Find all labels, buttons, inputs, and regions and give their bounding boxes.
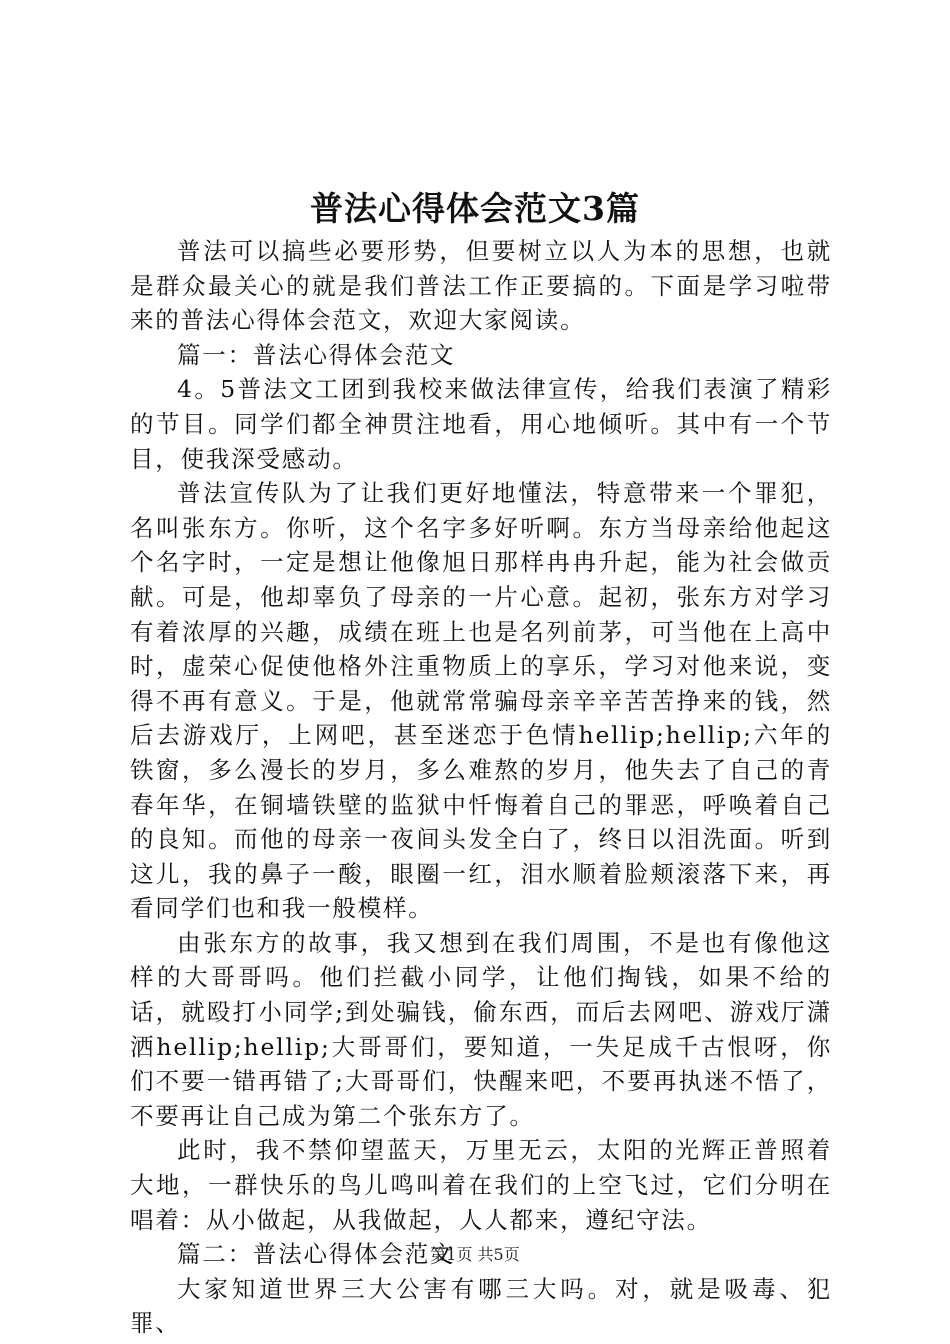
document-title: 普法心得体会范文3篇: [310, 189, 640, 228]
section-heading-1: 篇一：普法心得体会范文: [177, 340, 456, 369]
page-footer: 第1页 共5页: [430, 1245, 520, 1264]
body-paragraph: 普法宣传队为了让我们更好地懂法，特意带来一个罪犯，名叫张东方。你听，这个名字多好听啊。东方当母亲给他起这个名字时，一定是想让他像旭日那样冉冉升起，能为社会做贡献。可是，他却辜负了母亲的一片心意。起初，张东方对学习有着浓厚的兴趣，成绩在班上也是名列前茅，可当他在上高中时，虚荣心促使他格外注重物质上的享乐，学习对他来说，变得不再有意义。于是，他就常常骗母亲辛辛苦苦挣来的钱，然后去游戏厅，上网吧，甚至迷恋于色情hellip;hellip;六年的铁窗，多么漫长的岁月，多么难熬的岁月，他失去了自己的青春年华，在铜墙铁壁的监狱中忏悔着自己的罪恶，呼唤着自己的良知。而他的母亲一夜间头发全白了，终日以泪洗面。听到这儿，我的鼻子一酸，眼圈一红，泪水顺着脸颊滚落下来，再看同学们也和我一般模样。: [130, 479, 832, 923]
section-heading-2: 篇二：普法心得体会范文: [177, 1240, 456, 1269]
body-paragraph: 4。5普法文工团到我校来做法律宣传，给我们表演了精彩的节目。同学们都全神贯注地看，用心地倾听。其中有一个节目，使我深受感动。: [130, 375, 832, 473]
body-paragraph: 由张东方的故事，我又想到在我们周围，不是也有像他这样的大哥哥吗。他们拦截小同学，让他们掏钱，如果不给的话，就殴打小同学;到处骗钱，偷东西，而后去网吧、游戏厅潇洒hellip;hellip;大哥哥们，要知道，一失足成千古恨呀，你们不要一错再错了;大哥哥们，快醒来吧，不要再执迷不悟了，不要再让自己成为第二个张东方了。: [130, 928, 832, 1130]
document-body: [130, 234, 832, 1341]
body-paragraph: 此时，我不禁仰望蓝天，万里无云，太阳的光辉正普照着大地，一群快乐的鸟儿鸣叫着在我们的上空飞过，它们分明在唱着：从小做起，从我做起，人人都来，遵纪守法。: [130, 1136, 832, 1234]
body-paragraph: 大家知道世界三大公害有哪三大吗。对，就是吸毒、犯罪、: [130, 1274, 832, 1338]
intro-paragraph: 普法可以搞些必要形势，但要树立以人为本的思想，也就是群众最关心的就是我们普法工作正要搞的。下面是学习啦带来的普法心得体会范文，欢迎大家阅读。: [130, 237, 832, 335]
